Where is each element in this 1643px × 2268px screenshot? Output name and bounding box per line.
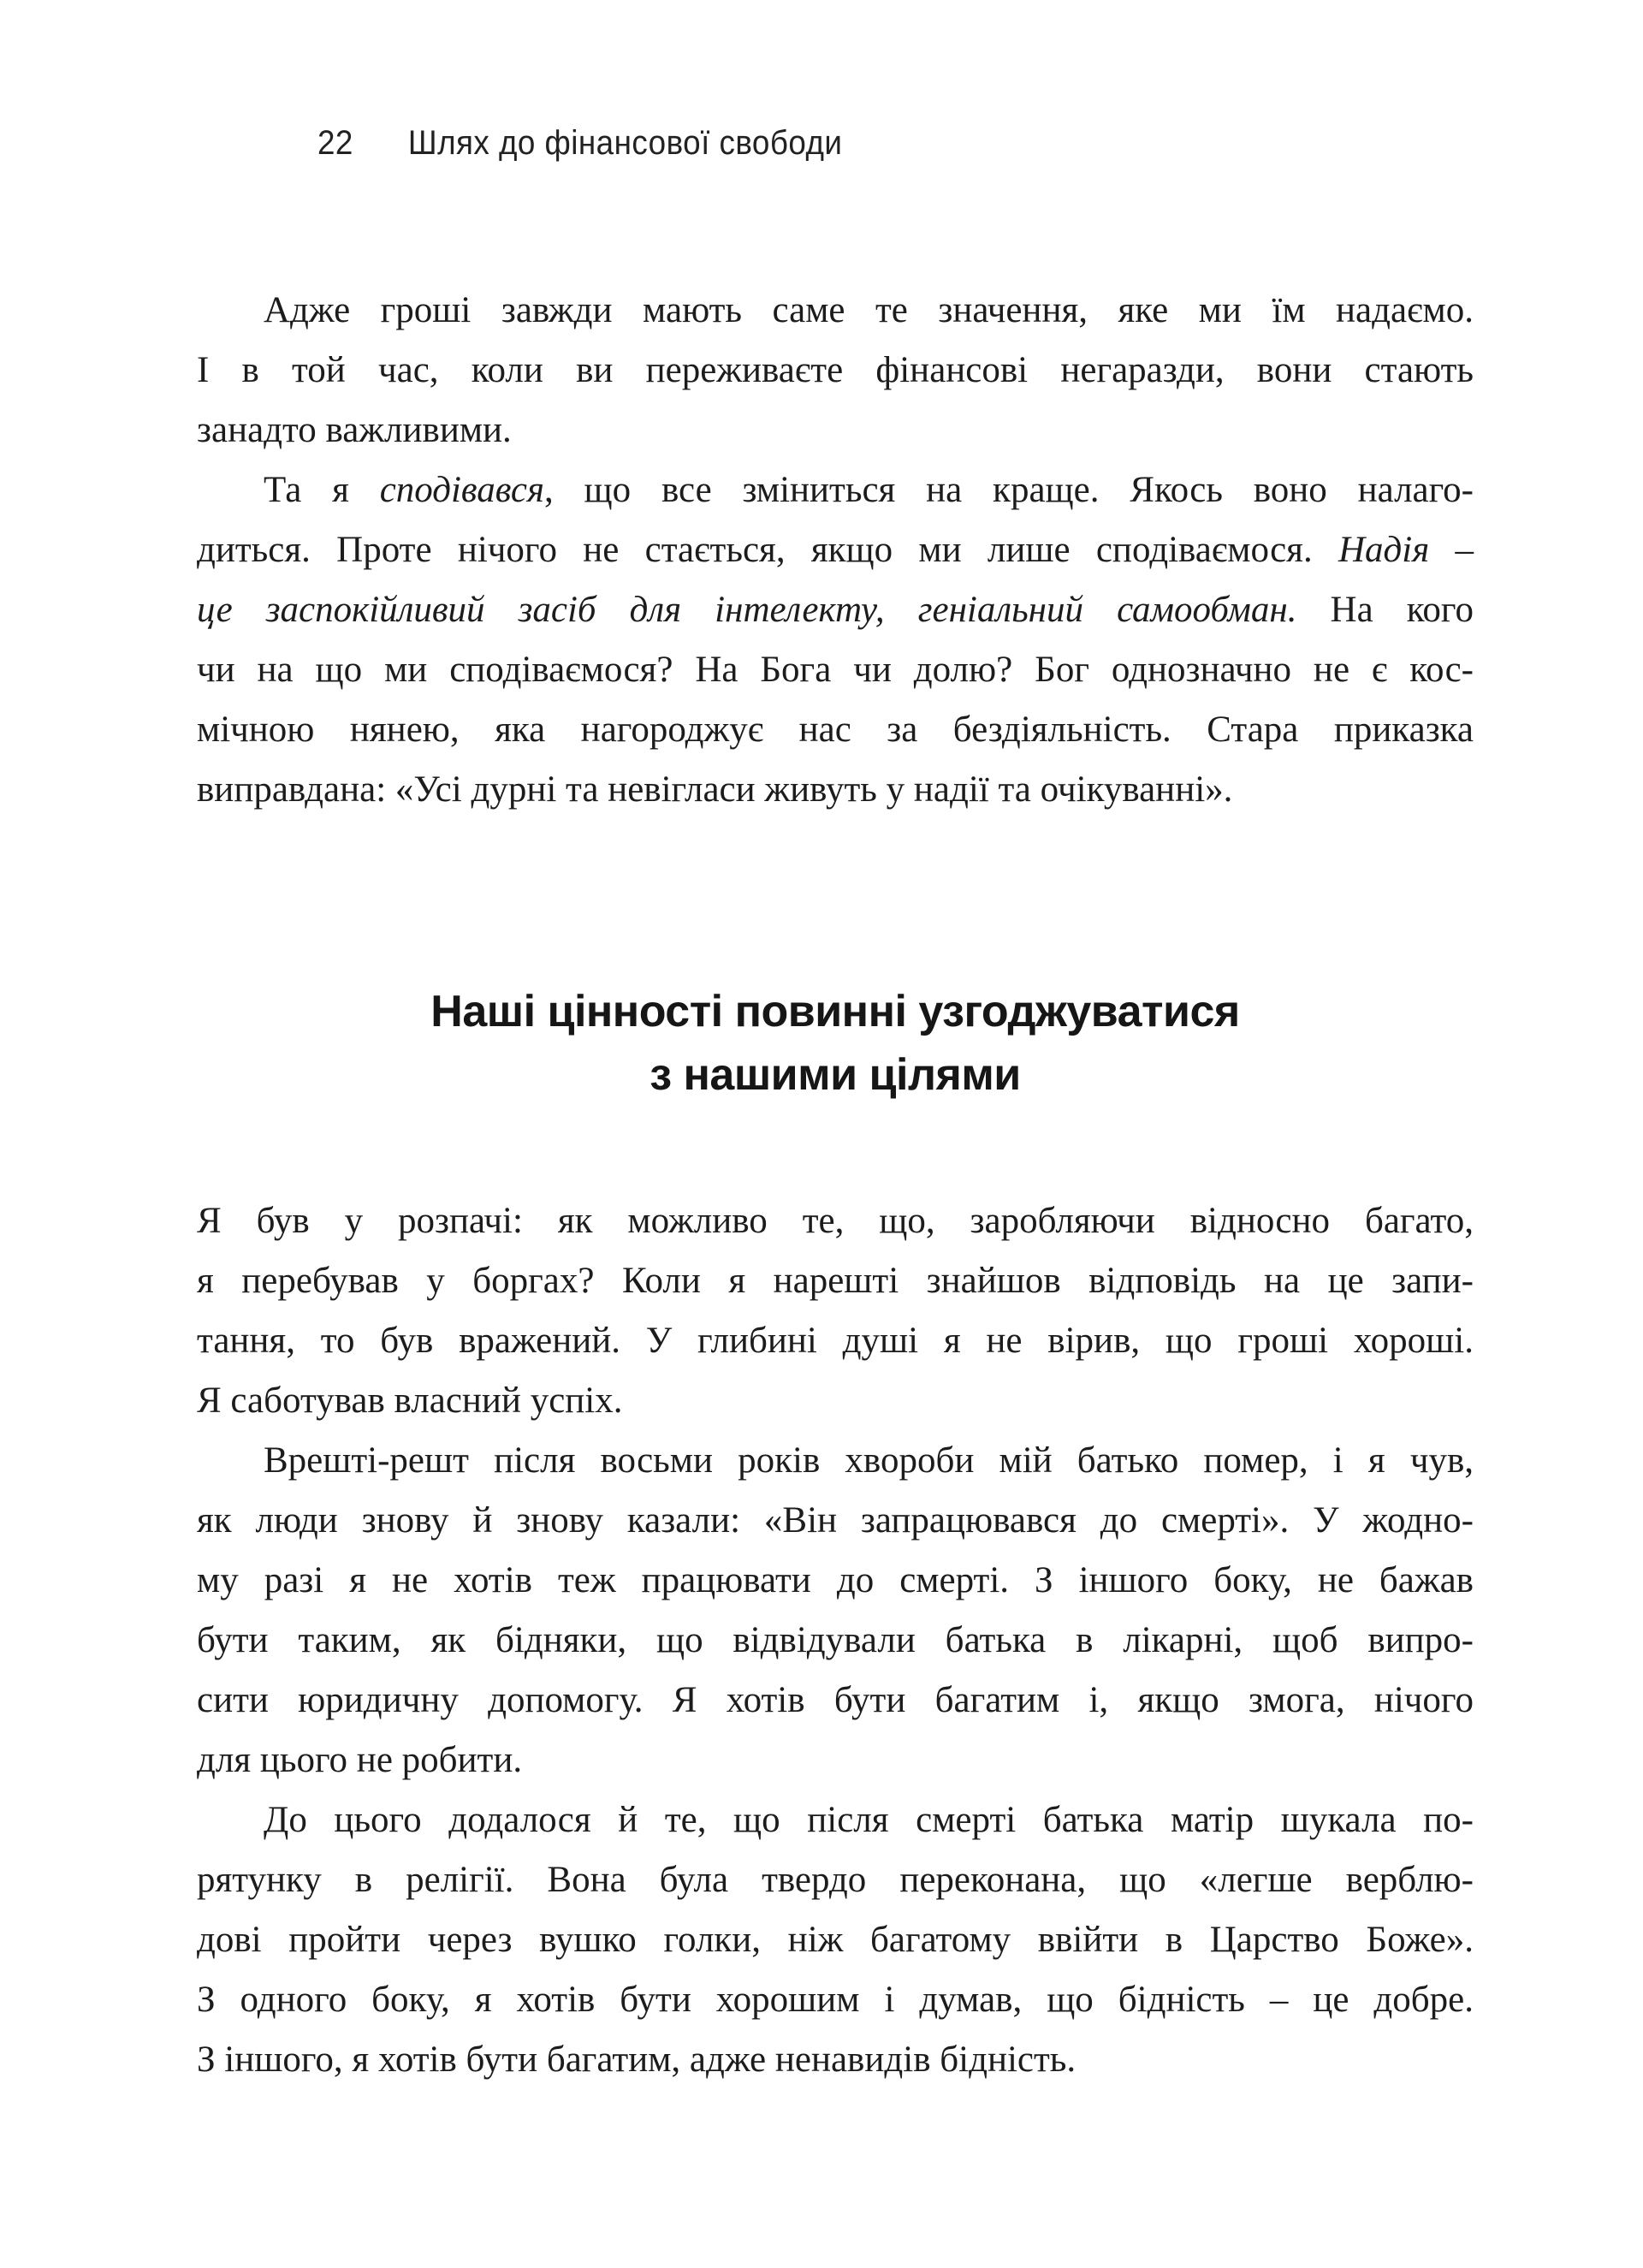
text-line xyxy=(197,1431,1474,1491)
text-line xyxy=(197,760,1474,820)
text-segment: З іншого, я хотів бути багатим, адже ненавидів бідність. xyxy=(197,2039,1077,2080)
text-line xyxy=(197,1491,1474,1551)
text-segment: як люди знову й знову казали: «Він запрацювався до смерті». У жодно- xyxy=(197,1500,1474,1541)
text-line xyxy=(197,401,1474,460)
text-block-2 xyxy=(197,1191,1474,2090)
running-header xyxy=(317,122,842,163)
paragraph xyxy=(197,460,1474,820)
text-line xyxy=(197,1790,1474,1850)
text-segment: бути таким, як бідняки, що відвідували батька в лікарні, щоб випро- xyxy=(197,1620,1474,1660)
text-line xyxy=(197,700,1474,760)
paragraph xyxy=(197,1790,1474,2090)
text-line xyxy=(197,341,1474,401)
text-segment: І в той час, коли ви переживаєте фінансові негаразди, вони стають xyxy=(197,350,1474,390)
text-line xyxy=(197,460,1474,520)
text-segment: тання, то був вражений. У глибині душі я не вірив, що гроші хороші. xyxy=(197,1321,1474,1361)
text-line xyxy=(197,1611,1474,1671)
text-segment: , що все зміниться на краще. Якось воно налаго- xyxy=(543,470,1474,510)
text-segment: Адже гроші завжди мають саме те значення, яке ми їм надаємо. xyxy=(264,290,1474,330)
section-heading xyxy=(197,980,1474,1107)
text-segment: Врешті-решт після восьми років хвороби мій батько помер, і я чув, xyxy=(264,1440,1474,1481)
italic-text-segment: сподівався xyxy=(379,470,544,510)
text-segment: Та я xyxy=(264,470,380,510)
text-line xyxy=(197,1910,1474,1970)
text-line xyxy=(197,520,1474,580)
text-segment: занадто важливими. xyxy=(197,410,512,450)
text-line xyxy=(197,1371,1474,1431)
text-line xyxy=(197,281,1474,341)
text-segment: чи на що ми сподіваємося? На Бога чи долю? Бог однозначно не є кос- xyxy=(197,650,1474,690)
text-segment: диться. Проте нічого не стається, якщо ми лише сподіваємося. xyxy=(197,530,1338,570)
text-segment: сити юридичну допомогу. Я хотів бути багатим і, якщо змога, нічого xyxy=(197,1680,1474,1720)
paragraph xyxy=(197,281,1474,460)
paragraph xyxy=(197,1431,1474,1790)
text-segment: для цього не робити. xyxy=(197,1740,523,1780)
text-line xyxy=(197,1191,1474,1251)
text-line xyxy=(197,1731,1474,1790)
section-heading-line-1: Наші цінності повинні узгоджуватися xyxy=(430,987,1240,1036)
italic-text-segment: це заспокійливий засіб для інтелекту, геніальний самообман. xyxy=(197,590,1297,630)
text-line xyxy=(197,1970,1474,2030)
text-line xyxy=(197,580,1474,640)
running-title: Шлях до фінансової свободи xyxy=(407,124,843,162)
text-segment: З одного боку, я хотів бути хорошим і думав, що бідність – це добре. xyxy=(197,1980,1474,2020)
section-heading-line-2: з нашими цілями xyxy=(649,1050,1021,1100)
text-line xyxy=(197,1551,1474,1611)
text-line xyxy=(197,1311,1474,1371)
text-line xyxy=(197,2030,1474,2090)
page-number: 22 xyxy=(317,124,353,162)
text-segment: мічною нянею, яка нагороджує нас за бездіяльність. Стара приказка xyxy=(197,709,1474,750)
text-line xyxy=(197,640,1474,700)
text-line xyxy=(197,1251,1474,1311)
text-line xyxy=(197,1850,1474,1910)
text-segment: До цього додалося й те, що після смерті батька матір шукала по- xyxy=(264,1800,1474,1840)
text-segment: На кого xyxy=(1296,590,1474,630)
text-block-1 xyxy=(197,281,1474,820)
text-segment: му разі я не хотів теж працювати до смерті. З іншого боку, не бажав xyxy=(197,1560,1474,1600)
text-segment: Я був у розпачі: як можливо те, що, заробляючи відносно багато, xyxy=(197,1201,1474,1241)
text-segment: рятунку в релігії. Вона була твердо переконана, що «легше верблю- xyxy=(197,1860,1474,1900)
text-segment: виправдана: «Усі дурні та невігласи живуть у надії та очікуванні». xyxy=(197,769,1233,810)
paragraph xyxy=(197,1191,1474,1431)
text-segment: я перебував у боргах? Коли я нарешті знайшов відповідь на це запи- xyxy=(197,1261,1474,1301)
text-line xyxy=(197,1671,1474,1731)
text-segment: дові пройти через вушко голки, ніж багатому ввійти в Царство Боже». xyxy=(197,1920,1474,1960)
text-segment: Я саботував власний успіх. xyxy=(197,1380,623,1421)
italic-text-segment: Надія – xyxy=(1338,530,1474,570)
